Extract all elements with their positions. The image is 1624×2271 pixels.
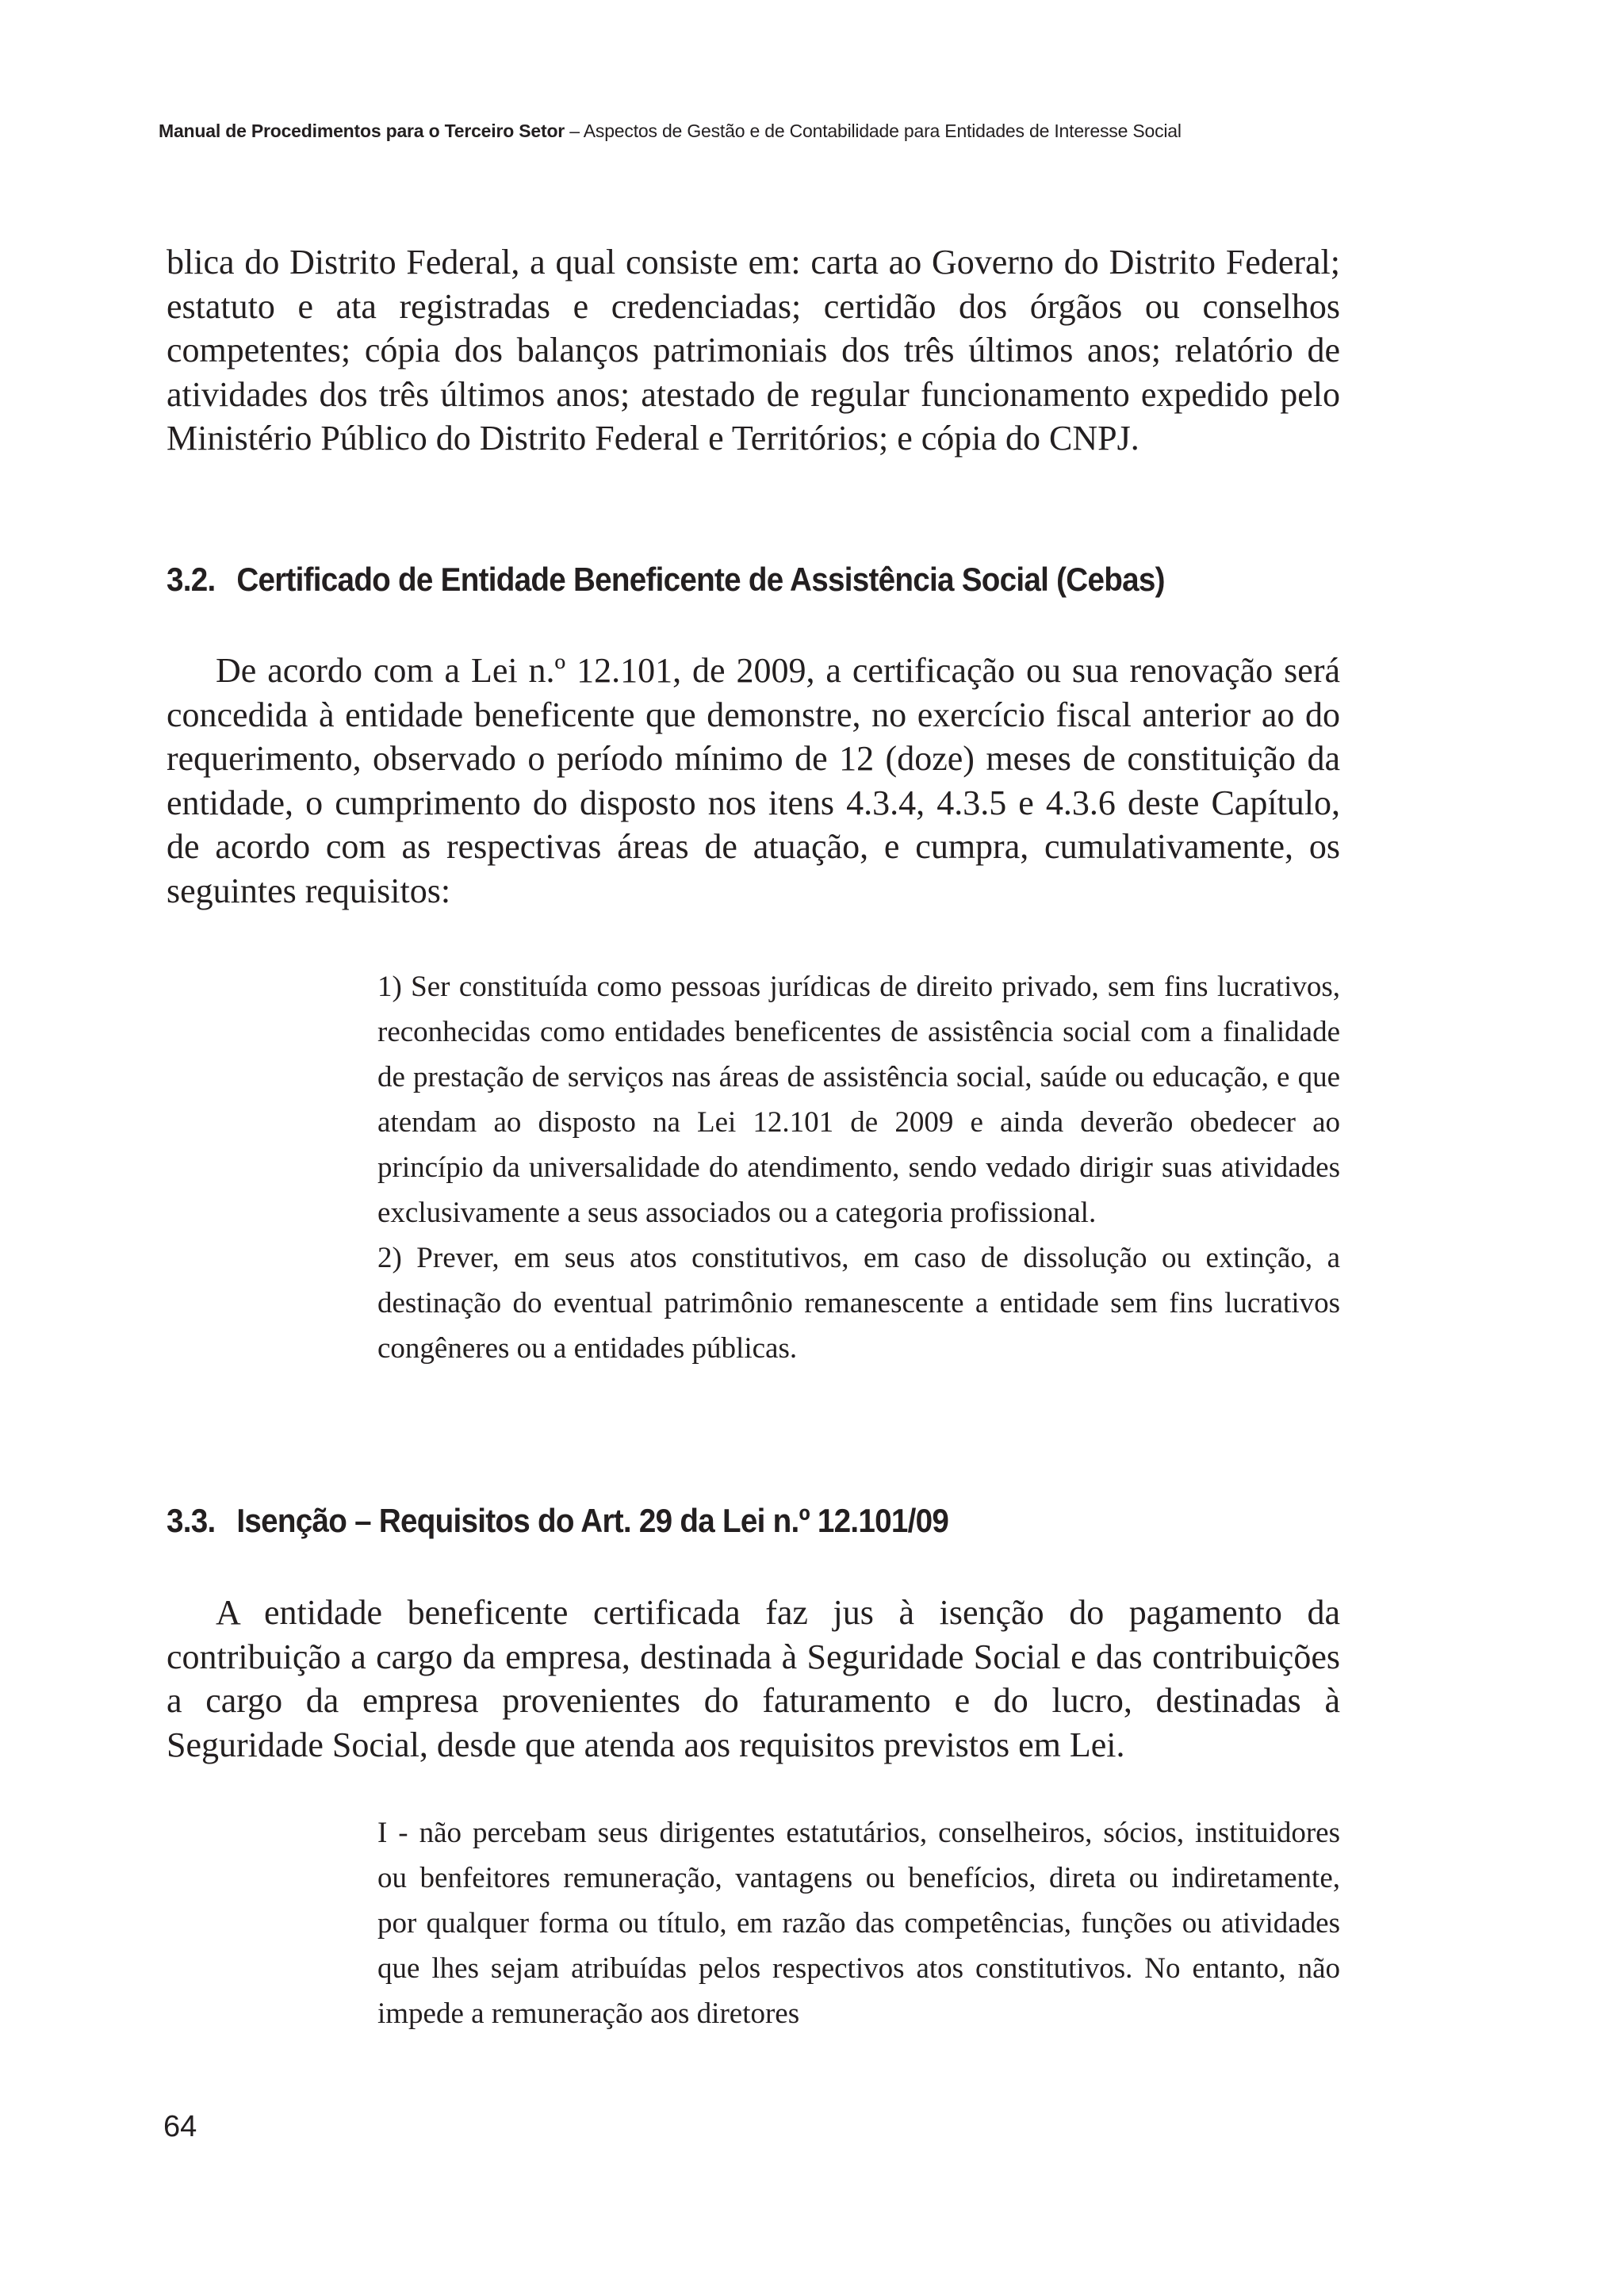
requirement-item: 1) Ser constituída como pessoas jurídicas de direito privado, sem fins lucrativos, reconhecidas como entidades beneficentes de assistência social com a finalidade de prestação de serviços nas áreas de assistência social, saúde ou educação, e que atendam ao disposto na Lei 12.101 de 2009 e ainda deverão obedecer ao princípio da universalidade do atendimento, sendo vedado dirigir suas atividades exclusivamente a seus associados ou a categoria profissional.: [377, 971, 1340, 1229]
section-title: Certificado de Entidade Beneficente de Assistência Social (Cebas): [236, 561, 1165, 598]
page-number: 64: [163, 2110, 197, 2143]
section-title: Isenção – Requisitos do Art. 29 da Lei n.º 12.101/09: [236, 1502, 949, 1539]
section-number: 3.3.: [167, 1502, 216, 1539]
paragraph-isencao: A entidade beneficente certificada faz jus à isenção do pagamento da contribuição a cargo da empresa, destinada à Seguridade Social e das contribuições a cargo da empresa provenientes do faturamento e do lucro, destinadas à Seguridade Social, desde que atenda aos requisitos previstos em Lei.: [167, 1593, 1340, 1764]
isencao-quote: [377, 1810, 1340, 2036]
section-heading-3-3: [167, 1501, 1261, 1541]
paragraph-continuation: blica do Distrito Federal, a qual consiste em: carta ao Governo do Distrito Federal; estatuto e ata registradas e credenciadas; certidão dos órgãos ou conselhos competentes; cópia dos balanços patrimoniais dos três últimos anos; relatório de atividades dos três últimos anos; atestado de regular funcionamento expedido pelo Ministério Público do Distrito Federal e Territórios; e cópia do CNPJ.: [167, 243, 1340, 458]
running-header-subtitle: – Aspectos de Gestão e de Contabilidade para Entidades de Interesse Social: [565, 121, 1182, 141]
running-header: [159, 119, 1467, 143]
requirement-item: I - não percebam seus dirigentes estatutários, conselheiros, sócios, instituidores ou benfeitores remuneração, vantagens ou benefícios, direta ou indiretamente, por qualquer forma ou título, em razão das competências, funções ou atividades que lhes sejam atribuídas pelos respectivos atos constitutivos. No entanto, não impede a remuneração aos diretores: [377, 1817, 1340, 2030]
running-header-title: Manual de Procedimentos para o Terceiro Setor: [159, 121, 565, 141]
requirement-item: 2) Prever, em seus atos constitutivos, em caso de dissolução ou extinção, a destinação do eventual patrimônio remanescente a entidade sem fins lucrativos congêneres ou a entidades públicas.: [377, 1242, 1340, 1365]
paragraph-cebas: De acordo com a Lei n.º 12.101, de 2009, a certificação ou sua renovação será concedida à entidade beneficente que demonstre, no exercício fiscal anterior ao do requerimento, observado o período mínimo de 12 (doze) meses de constituição da entidade, o cumprimento do disposto nos itens 4.3.4, 4.3.5 e 4.3.6 deste Capítulo, de acordo com as respectivas áreas de atuação, e cumpra, cumulativamente, os seguintes requisitos:: [167, 651, 1340, 910]
section-number: 3.2.: [167, 561, 216, 598]
section-heading-3-2: [167, 560, 1261, 599]
requirements-quote: [377, 964, 1340, 1371]
